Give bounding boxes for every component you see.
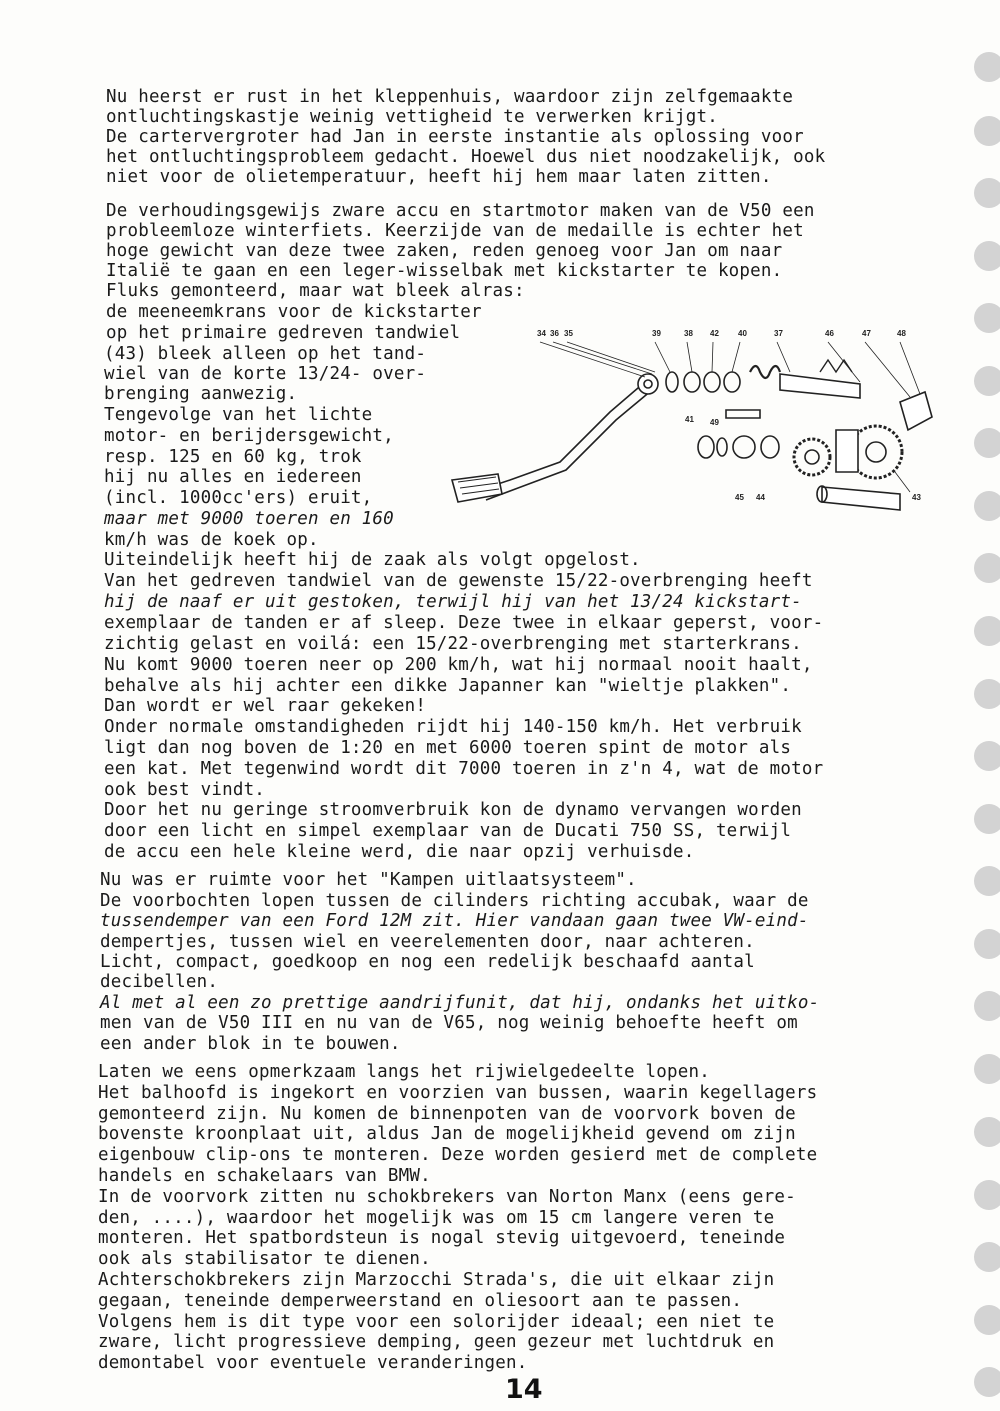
text-line: maar met 9000 toeren en 160	[104, 509, 394, 529]
text-line: De verhoudingsgewijs zware accu en startmotor maken van de V50 een	[106, 201, 815, 221]
diagram-label: 36	[550, 329, 559, 338]
text-line: een ander blok in te bouwen.	[100, 1034, 401, 1054]
text-line: Fluks gemonteerd, maar wat bleek alras:	[106, 281, 525, 301]
text-line: de meeneemkrans voor de kickstarter	[106, 302, 482, 322]
text-line: Tengevolge van het lichte	[104, 405, 373, 425]
text-line: De voorbochten lopen tussen de cilinders richting accubak, waar de	[100, 891, 809, 911]
text-line: brenging aanwezig.	[104, 384, 298, 404]
text-line: Laten we eens opmerkzaam langs het rijwielgedeelte lopen.	[98, 1062, 710, 1082]
diagram-label: 45	[735, 493, 744, 502]
binder-hole	[974, 741, 1000, 771]
binder-hole	[974, 428, 1000, 458]
diagram-label: 46	[825, 329, 834, 338]
text-line: decibellen.	[100, 972, 219, 992]
diagram-label: 42	[710, 329, 719, 338]
text-line: hij nu alles en iedereen	[104, 467, 362, 487]
kickstarter-diagram	[440, 312, 940, 542]
text-line: ook best vindt.	[104, 780, 266, 800]
text-line: den, ....), waardoor het mogelijk was om 15 cm langere veren te	[98, 1208, 775, 1228]
text-line: Volgens hem is dit type voor een solorijder ideaal; een niet te	[98, 1312, 775, 1332]
text-line: een kat. Met tegenwind wordt dit 7000 toeren in z'n 4, wat de motor	[104, 759, 824, 779]
binder-hole	[974, 52, 1000, 82]
text-line: men van de V50 III en nu van de V65, nog weinig behoefte heeft om	[100, 1013, 798, 1033]
text-line: De cartervergroter had Jan in eerste instantie als oplossing voor	[106, 127, 804, 147]
text-line: handels en schakelaars van BMW.	[98, 1166, 431, 1186]
text-line: niet voor de olietemperatuur, heeft hij hem maar laten zitten.	[106, 167, 772, 187]
text-line: Van het gedreven tandwiel van de gewenste 15/22-overbrenging heeft	[104, 571, 813, 591]
text-line: Nu was er ruimte voor het "Kampen uitlaatsysteem".	[100, 870, 637, 890]
text-line: tussendemper van een Ford 12M zit. Hier vandaan gaan twee VW-eind-	[100, 911, 809, 931]
text-line: Onder normale omstandigheden rijdt hij 140-150 km/h. Het verbruik	[104, 717, 802, 737]
text-line: motor- en berijdersgewicht,	[104, 426, 394, 446]
text-line: probleemloze winterfiets. Keerzijde van de medaille is echter het	[106, 221, 804, 241]
text-line: Achterschokbrekers zijn Marzocchi Strada's, die uit elkaar zijn	[98, 1270, 775, 1290]
text-line: het ontluchtingsprobleem gedacht. Hoewel dus niet noodzakelijk, ook	[106, 147, 826, 167]
binder-hole	[974, 1180, 1000, 1210]
diagram-label: 35	[564, 329, 573, 338]
text-line: resp. 125 en 60 kg, trok	[104, 447, 362, 467]
diagram-label: 41	[685, 415, 694, 424]
text-line: wiel van de korte 13/24- over-	[104, 364, 427, 384]
binder-hole	[974, 929, 1000, 959]
text-line: dempertjes, tussen wiel en veerelementen door, naar achteren.	[100, 932, 755, 952]
binder-hole	[974, 241, 1000, 271]
binder-hole	[974, 1117, 1000, 1147]
binder-hole	[974, 866, 1000, 896]
text-line: hoge gewicht van deze twee zaken, reden genoeg voor Jan om naar	[106, 241, 783, 261]
diagram-label: 44	[756, 493, 765, 502]
binder-holes	[960, 0, 1000, 1411]
text-line: Dan wordt er wel raar gekeken!	[104, 696, 427, 716]
binder-hole	[974, 553, 1000, 583]
binder-hole	[974, 491, 1000, 521]
diagram-label: 49	[710, 418, 719, 427]
text-line: eigenbouw clip-ons te monteren. Deze worden gesierd met de complete	[98, 1145, 818, 1165]
binder-hole	[974, 1367, 1000, 1397]
text-line: ontluchtingskastje weinig vettigheid te verwerken krijgt.	[106, 107, 718, 127]
diagram-label: 34	[537, 329, 546, 338]
text-line: (incl. 1000cc'ers) eruit,	[104, 488, 373, 508]
binder-hole	[974, 991, 1000, 1021]
binder-hole	[974, 804, 1000, 834]
binder-hole	[974, 116, 1000, 146]
text-line: op het primaire gedreven tandwiel	[106, 323, 461, 343]
diagram-label: 39	[652, 329, 661, 338]
binder-hole	[974, 616, 1000, 646]
text-line: ligt dan nog boven de 1:20 en met 6000 toeren spint de motor als	[104, 738, 792, 758]
diagram-label: 40	[738, 329, 747, 338]
text-line: km/h was de koek op.	[104, 530, 319, 550]
text-line: demontabel voor eventuele veranderingen.	[98, 1353, 528, 1373]
binder-hole	[974, 679, 1000, 709]
text-line: Door het nu geringe stroomverbruik kon de dynamo vervangen worden	[104, 800, 802, 820]
text-line: de accu een hele kleine werd, die naar opzij verhuisde.	[104, 842, 695, 862]
text-line: exemplaar de tanden er af sleep. Deze twee in elkaar geperst, voor-	[104, 613, 824, 633]
text-line: gegaan, teneinde demperweerstand en oliesoort aan te passen.	[98, 1291, 743, 1311]
text-line: (43) bleek alleen op het tand-	[104, 344, 427, 364]
text-line: bovenste kroonplaat uit, aldus Jan de mogelijkheid gevend om zijn	[98, 1124, 796, 1144]
text-line: Licht, compact, goedkoop en nog een redelijk beschaafd aantal	[100, 952, 755, 972]
diagram-label: 47	[862, 329, 871, 338]
diagram-label: 43	[912, 493, 921, 502]
text-line: Nu heerst er rust in het kleppenhuis, waardoor zijn zelfgemaakte	[106, 87, 794, 107]
binder-hole	[974, 1054, 1000, 1084]
text-line: door een licht en simpel exemplaar van de Ducati 750 SS, terwijl	[104, 821, 792, 841]
text-line: Het balhoofd is ingekort en voorzien van bussen, waarin kegellagers	[98, 1083, 818, 1103]
text-line: behalve als hij achter een dikke Japanner kan "wieltje plakken".	[104, 676, 792, 696]
text-line: Al met al een zo prettige aandrijfunit, dat hij, ondanks het uitko-	[100, 993, 820, 1013]
text-line: ook als stabilisator te dienen.	[98, 1249, 431, 1269]
text-line: Uiteindelijk heeft hij de zaak als volgt opgelost.	[104, 550, 641, 570]
binder-hole	[974, 366, 1000, 396]
text-line: zichtig gelast en voilá: een 15/22-overbrenging met starterkrans.	[104, 634, 802, 654]
text-line: Nu komt 9000 toeren neer op 200 km/h, wat hij normaal nooit haalt,	[104, 655, 813, 675]
binder-hole	[974, 303, 1000, 333]
text-line: monteren. Het spatbordsteun is nogal stevig uitgevoerd, teneinde	[98, 1228, 786, 1248]
page-number: 14	[505, 1374, 543, 1405]
text-line: gemonteerd zijn. Nu komen de binnenpoten van de voorvork boven de	[98, 1104, 796, 1124]
binder-hole	[974, 178, 1000, 208]
binder-hole	[974, 1242, 1000, 1272]
diagram-label: 38	[684, 329, 693, 338]
diagram-label: 48	[897, 329, 906, 338]
text-line: hij de naaf er uit gestoken, terwijl hij van het 13/24 kickstart-	[104, 592, 802, 612]
binder-hole	[974, 1305, 1000, 1335]
diagram-label: 37	[774, 329, 783, 338]
text-line: zware, licht progressieve demping, geen gezeur met luchtdruk en	[98, 1332, 775, 1352]
text-line: Italië te gaan en een leger-wisselbak met kickstarter te kopen.	[106, 261, 783, 281]
text-line: In de voorvork zitten nu schokbrekers van Norton Manx (eens gere-	[98, 1187, 796, 1207]
